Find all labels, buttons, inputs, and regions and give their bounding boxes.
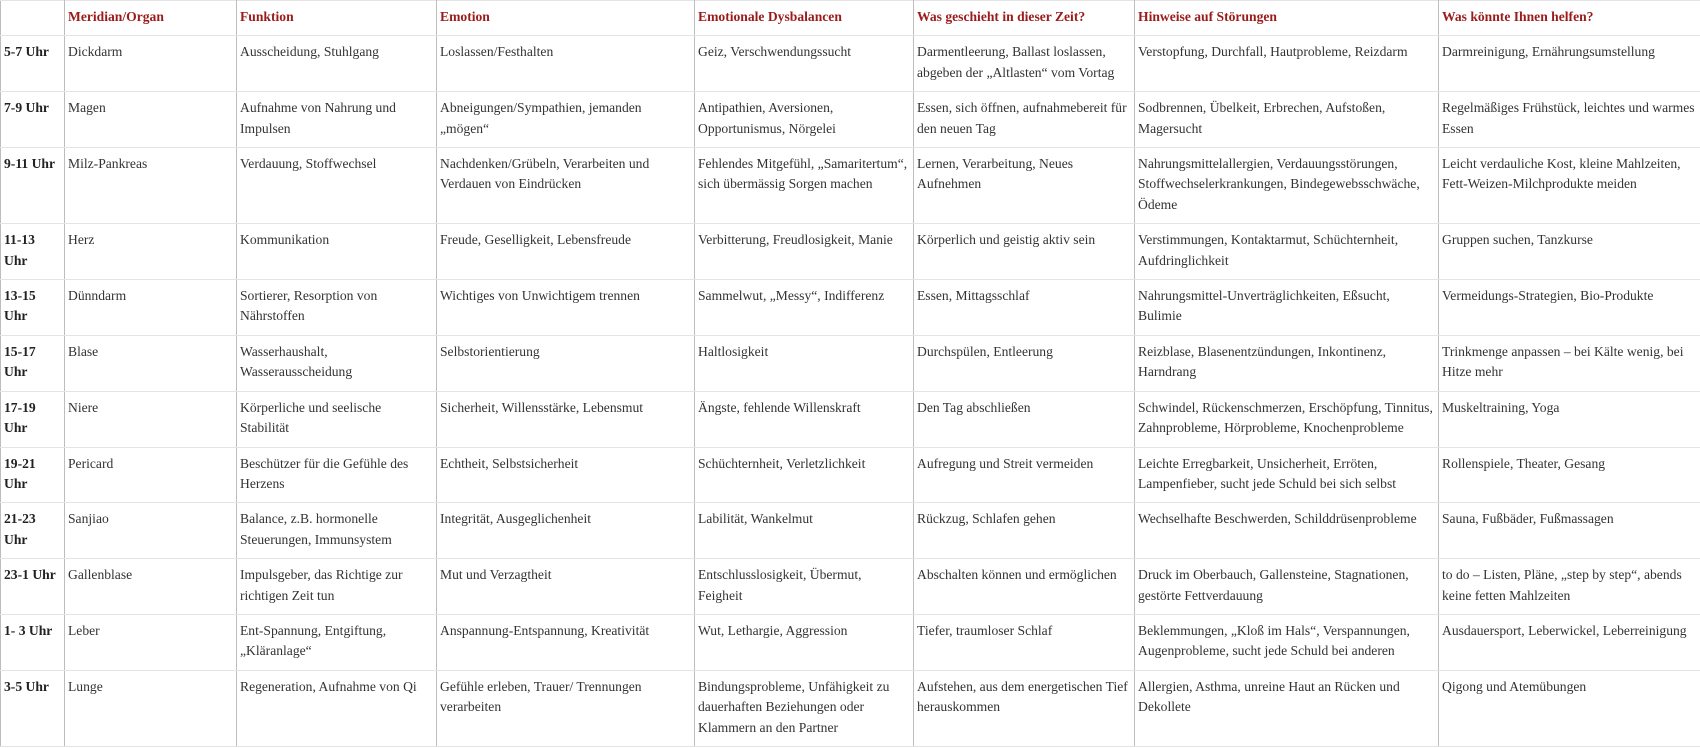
time-cell: 19-21 Uhr (1, 447, 65, 503)
funktion-cell: Beschützer für die Gefühle des Herzens (237, 447, 437, 503)
emotion-cell: Wichtiges von Unwichtigem trennen (437, 280, 695, 336)
time-cell: 5-7 Uhr (1, 36, 65, 92)
organ-cell: Dünndarm (65, 280, 237, 336)
time-cell: 3-5 Uhr (1, 670, 65, 746)
dysbalancen-cell: Verbitterung, Freudlosigkeit, Manie (695, 224, 914, 280)
dysbalancen-cell: Schüchternheit, Verletzlichkeit (695, 447, 914, 503)
was-geschieht-header: Was geschieht in dieser Zeit? (914, 1, 1135, 36)
organ-cell: Blase (65, 335, 237, 391)
table-row (1, 391, 1700, 447)
hilfe-cell: Darmreinigung, Ernährungsumstellung (1439, 36, 1700, 92)
dysbalancen-cell: Sammelwut, „Messy“, Indifferenz (695, 280, 914, 336)
emotion-cell: Abneigungen/Sympathien, jemanden „mögen“ (437, 92, 695, 148)
hilfe-cell: Trinkmenge anpassen – bei Kälte wenig, bei Hitze mehr (1439, 335, 1700, 391)
dysbalancen-cell: Bindungsprobleme, Unfähigkeit zu dauerhaften Beziehungen oder Klammern an den Partner (695, 670, 914, 746)
organ-cell: Dickdarm (65, 36, 237, 92)
funktion-cell: Ent-Spannung, Entgiftung, „Kläranlage“ (237, 614, 437, 670)
table-body (1, 36, 1700, 747)
geschieht-cell: Tiefer, traumloser Schlaf (914, 614, 1135, 670)
stoerungen-cell: Sodbrennen, Übelkeit, Erbrechen, Aufstoßen, Magersucht (1135, 92, 1439, 148)
organ-cell: Magen (65, 92, 237, 148)
time-cell: 9-11 Uhr (1, 148, 65, 224)
geschieht-cell: Essen, Mittagsschlaf (914, 280, 1135, 336)
geschieht-cell: Essen, sich öffnen, aufnahmebereit für den neuen Tag (914, 92, 1135, 148)
time-cell: 13-15 Uhr (1, 280, 65, 336)
organ-cell: Niere (65, 391, 237, 447)
funktion-cell: Aufnahme von Nahrung und Impulsen (237, 92, 437, 148)
table-row (1, 670, 1700, 746)
table-row (1, 36, 1700, 92)
time-cell: 21-23 Uhr (1, 503, 65, 559)
organ-cell: Gallenblase (65, 559, 237, 615)
funktion-cell: Wasserhaushalt, Wasserausscheidung (237, 335, 437, 391)
geschieht-cell: Lernen, Verarbeitung, Neues Aufnehmen (914, 148, 1135, 224)
funktion-cell: Sortierer, Resorption von Nährstoffen (237, 280, 437, 336)
stoerungen-cell: Beklemmungen, „Kloß im Hals“, Verspannungen, Augenprobleme, sucht jede Schuld bei anderen (1135, 614, 1439, 670)
emotion-cell: Anspannung-Entspannung, Kreativität (437, 614, 695, 670)
stoerungen-cell: Wechselhafte Beschwerden, Schilddrüsenprobleme (1135, 503, 1439, 559)
time-cell: 15-17 Uhr (1, 335, 65, 391)
hilfe-cell: Rollenspiele, Theater, Gesang (1439, 447, 1700, 503)
organ-cell: Herz (65, 224, 237, 280)
emotion-cell: Echtheit, Selbstsicherheit (437, 447, 695, 503)
table-row (1, 447, 1700, 503)
emotion-cell: Selbstorientierung (437, 335, 695, 391)
funktion-cell: Verdauung, Stoffwechsel (237, 148, 437, 224)
time-cell: 1- 3 Uhr (1, 614, 65, 670)
dysbalancen-cell: Entschlusslosigkeit, Übermut, Feigheit (695, 559, 914, 615)
dysbalancen-cell: Geiz, Verschwendungssucht (695, 36, 914, 92)
emotion-cell: Gefühle erleben, Trauer/ Trennungen verarbeiten (437, 670, 695, 746)
table-row (1, 224, 1700, 280)
hinweise-stoerungen-header: Hinweise auf Störungen (1135, 1, 1439, 36)
was-hilft-header: Was könnte Ihnen helfen? (1439, 1, 1700, 36)
hilfe-cell: Muskeltraining, Yoga (1439, 391, 1700, 447)
time-cell: 23-1 Uhr (1, 559, 65, 615)
hilfe-cell: Ausdauersport, Leberwickel, Leberreinigung (1439, 614, 1700, 670)
geschieht-cell: Aufstehen, aus dem energetischen Tief herauskommen (914, 670, 1135, 746)
dysbalancen-cell: Fehlendes Mitgefühl, „Samaritertum“, sich übermässig Sorgen machen (695, 148, 914, 224)
organ-cell: Lunge (65, 670, 237, 746)
geschieht-cell: Durchspülen, Entleerung (914, 335, 1135, 391)
funktion-cell: Regeneration, Aufnahme von Qi (237, 670, 437, 746)
hilfe-cell: Sauna, Fußbäder, Fußmassagen (1439, 503, 1700, 559)
hilfe-cell: Regelmäßiges Frühstück, leichtes und warmes Essen (1439, 92, 1700, 148)
emotion-cell: Sicherheit, Willensstärke, Lebensmut (437, 391, 695, 447)
stoerungen-cell: Druck im Oberbauch, Gallensteine, Stagnationen, gestörte Fettverdauung (1135, 559, 1439, 615)
dysbalancen-cell: Haltlosigkeit (695, 335, 914, 391)
stoerungen-cell: Allergien, Asthma, unreine Haut an Rücken und Dekollete (1135, 670, 1439, 746)
funktion-header: Funktion (237, 1, 437, 36)
organ-cell: Milz-Pankreas (65, 148, 237, 224)
organ-cell: Pericard (65, 447, 237, 503)
hilfe-cell: Gruppen suchen, Tanzkurse (1439, 224, 1700, 280)
dysbalancen-cell: Labilität, Wankelmut (695, 503, 914, 559)
geschieht-cell: Aufregung und Streit vermeiden (914, 447, 1135, 503)
emotion-cell: Integrität, Ausgeglichenheit (437, 503, 695, 559)
table-row (1, 148, 1700, 224)
table-row (1, 559, 1700, 615)
geschieht-cell: Darmentleerung, Ballast loslassen, abgeben der „Altlasten“ vom Vortag (914, 36, 1135, 92)
table-row (1, 614, 1700, 670)
geschieht-cell: Den Tag abschließen (914, 391, 1135, 447)
hilfe-cell: Qigong und Atemübungen (1439, 670, 1700, 746)
hilfe-cell: Leicht verdauliche Kost, kleine Mahlzeiten, Fett-Weizen-Milchprodukte meiden (1439, 148, 1700, 224)
emotion-cell: Mut und Verzagtheit (437, 559, 695, 615)
stoerungen-cell: Nahrungsmittel-Unverträglichkeiten, Eßsucht, Bulimie (1135, 280, 1439, 336)
emotion-header: Emotion (437, 1, 695, 36)
organ-cell: Leber (65, 614, 237, 670)
stoerungen-cell: Verstimmungen, Kontaktarmut, Schüchternheit, Aufdringlichkeit (1135, 224, 1439, 280)
hilfe-cell: Vermeidungs-Strategien, Bio-Produkte (1439, 280, 1700, 336)
table-row (1, 92, 1700, 148)
funktion-cell: Kommunikation (237, 224, 437, 280)
time-cell: 17-19 Uhr (1, 391, 65, 447)
geschieht-cell: Abschalten können und ermöglichen (914, 559, 1135, 615)
stoerungen-cell: Schwindel, Rückenschmerzen, Erschöpfung, Tinnitus, Zahnprobleme, Hörprobleme, Knochenprobleme (1135, 391, 1439, 447)
dysbalancen-cell: Wut, Lethargie, Aggression (695, 614, 914, 670)
hilfe-cell: to do – Listen, Pläne, „step by step“, abends keine fetten Mahlzeiten (1439, 559, 1700, 615)
funktion-cell: Impulsgeber, das Richtige zur richtigen Zeit tun (237, 559, 437, 615)
emotion-cell: Freude, Geselligkeit, Lebensfreude (437, 224, 695, 280)
emotion-cell: Nachdenken/Grübeln, Verarbeiten und Verdauen von Eindrücken (437, 148, 695, 224)
time-cell: 11-13 Uhr (1, 224, 65, 280)
table-header-row (1, 1, 1700, 36)
time-cell: 7-9 Uhr (1, 92, 65, 148)
funktion-cell: Balance, z.B. hormonelle Steuerungen, Immunsystem (237, 503, 437, 559)
organ-cell: Sanjiao (65, 503, 237, 559)
time-column-header (1, 1, 65, 36)
emotionale-dysbalancen-header: Emotionale Dysbalancen (695, 1, 914, 36)
stoerungen-cell: Reizblase, Blasenentzündungen, Inkontinenz, Harndrang (1135, 335, 1439, 391)
funktion-cell: Ausscheidung, Stuhlgang (237, 36, 437, 92)
geschieht-cell: Körperlich und geistig aktiv sein (914, 224, 1135, 280)
stoerungen-cell: Nahrungsmittelallergien, Verdauungsstörungen, Stoffwechselerkrankungen, Bindegewebsschwäche, Ödeme (1135, 148, 1439, 224)
emotion-cell: Loslassen/Festhalten (437, 36, 695, 92)
stoerungen-cell: Verstopfung, Durchfall, Hautprobleme, Reizdarm (1135, 36, 1439, 92)
meridian-organ-header: Meridian/Organ (65, 1, 237, 36)
stoerungen-cell: Leichte Erregbarkeit, Unsicherheit, Erröten, Lampenfieber, sucht jede Schuld bei sich selbst (1135, 447, 1439, 503)
dysbalancen-cell: Ängste, fehlende Willenskraft (695, 391, 914, 447)
table-row (1, 280, 1700, 336)
geschieht-cell: Rückzug, Schlafen gehen (914, 503, 1135, 559)
funktion-cell: Körperliche und seelische Stabilität (237, 391, 437, 447)
table-row (1, 503, 1700, 559)
table-row (1, 335, 1700, 391)
dysbalancen-cell: Antipathien, Aversionen, Opportunismus, Nörgelei (695, 92, 914, 148)
